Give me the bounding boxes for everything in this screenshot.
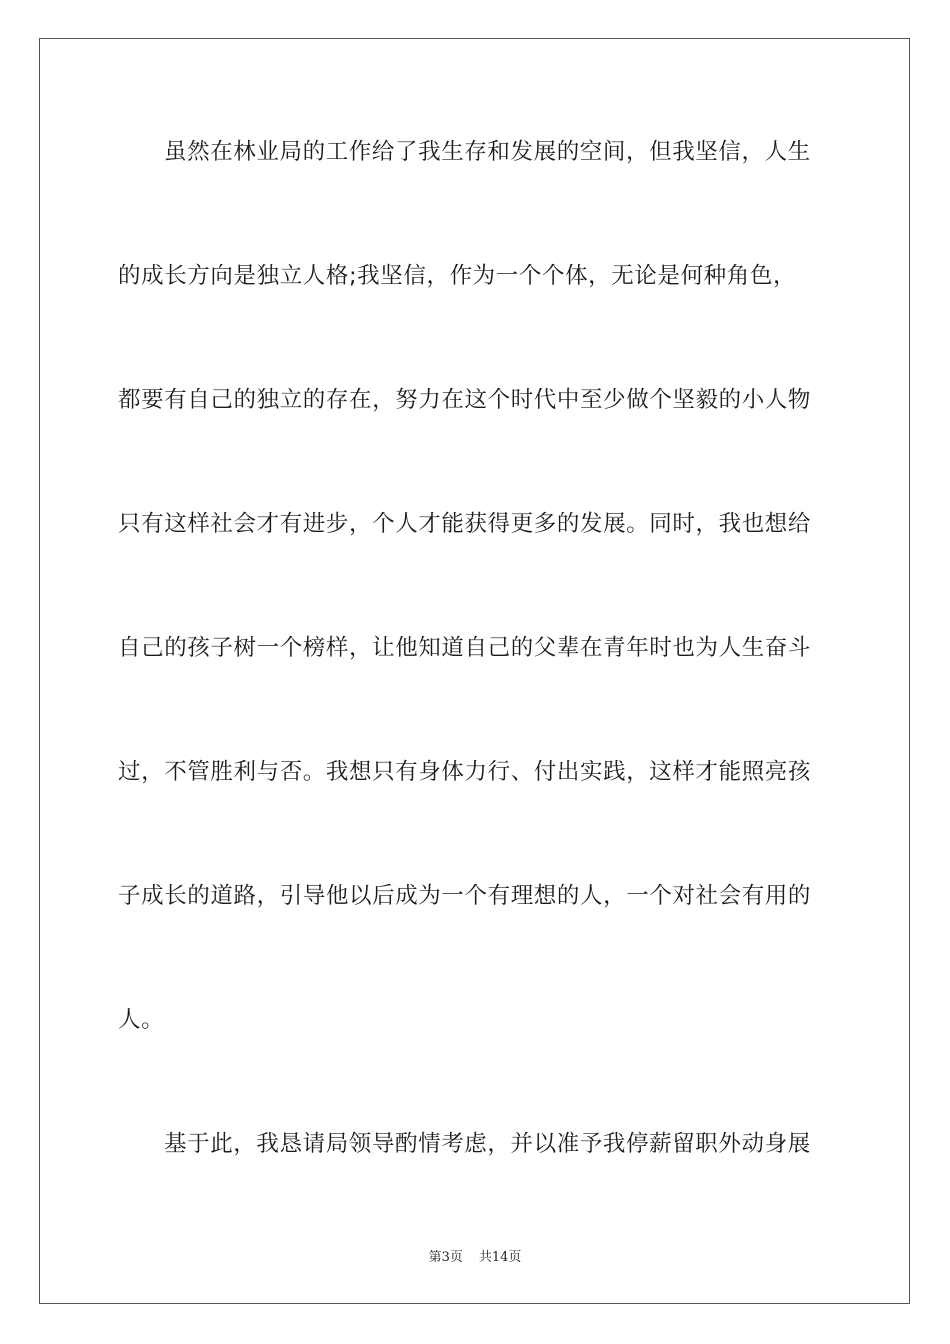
- paragraph-line: 自己的孩子树一个榜样，让他知道自己的父辈在青年时也为人生奋斗: [118, 635, 812, 661]
- paragraph-line: 基于此，我恳请局领导酌情考虑，并以准予我停薪留职外动身展: [164, 1131, 811, 1157]
- page-total: 共14页: [478, 1250, 522, 1265]
- paragraph-line: 只有这样社会才有进步，个人才能获得更多的发展。同时，我也想给: [118, 511, 812, 537]
- paragraph-line: 虽然在林业局的工作给了我生存和发展的空间，但我坚信，人生: [164, 139, 811, 165]
- paragraph-line: 过，不管胜利与否。我想只有身体力行、付出实践，这样才能照亮孩: [118, 759, 812, 785]
- paragraph-line: 的成长方向是独立人格;我坚信，作为一个个体，无论是何种角色，: [118, 263, 797, 289]
- paragraph-line: 人。: [118, 1007, 165, 1033]
- page-footer: [0, 1246, 950, 1265]
- paragraph-line: 子成长的道路，引导他以后成为一个有理想的人，一个对社会有用的: [118, 883, 812, 909]
- page-frame: [39, 38, 910, 1304]
- page-number: 第3页: [428, 1250, 463, 1265]
- paragraph-line: 都要有自己的独立的存在，努力在这个时代中至少做个坚毅的小人物: [118, 387, 812, 413]
